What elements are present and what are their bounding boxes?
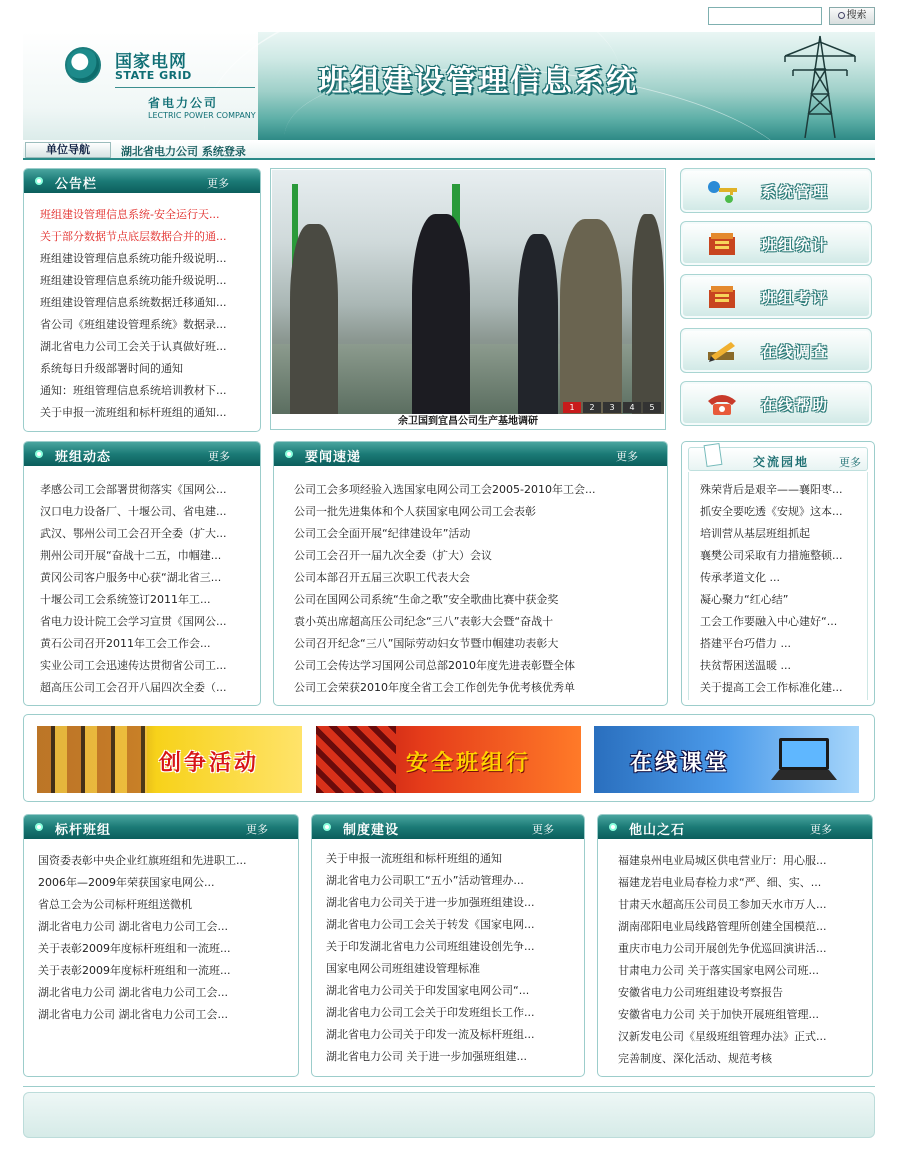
banner-online-class-label: 在线课堂 <box>630 751 731 776</box>
list-item[interactable]: 公司工会传达学习国网公司总部2010年度先进表彰暨全体 <box>294 659 575 672</box>
key-news-list <box>294 479 654 699</box>
policy-panel <box>311 814 585 1077</box>
list-item[interactable]: 班组建设管理信息系统功能升级说明... <box>40 252 227 265</box>
bullet-icon <box>35 823 43 831</box>
list-item[interactable]: 公司工会多项经验入选国家电网公司工会2005-2010年工会... <box>294 483 596 496</box>
list-item[interactable]: 关于表彰2009年度标杆班组和一流班... <box>38 964 231 977</box>
list-item[interactable]: 公司本部召开五届三次职工代表大会 <box>294 571 470 584</box>
power-tower-icon <box>775 34 865 138</box>
list-item[interactable]: 湖北省电力公司关于印发一流及标杆班组... <box>326 1028 535 1041</box>
menu-button-label: 班组统计 <box>761 236 830 254</box>
list-item[interactable]: 关于提高工会工作标准化建... <box>700 681 843 694</box>
policy-more-link[interactable]: 更多 <box>532 823 554 836</box>
menu-button-1[interactable] <box>680 168 872 213</box>
list-item[interactable]: 国资委表彰中央企业红旗班组和先进职工... <box>38 854 247 867</box>
breadcrumb[interactable]: 湖北省电力公司 系统登录 <box>121 145 246 158</box>
list-item[interactable]: 完善制度、深化活动、规范考核 <box>618 1052 772 1065</box>
list-item[interactable]: 福建龙岩电业局春检力求“严、细、实、... <box>618 876 822 889</box>
menu-button-label: 在线调查 <box>761 343 830 361</box>
team-news-panel <box>23 441 261 706</box>
list-item[interactable]: 搭建平台巧借力 ... <box>700 637 791 650</box>
menu-button-label: 在线帮助 <box>761 396 830 414</box>
list-item[interactable]: 汉新发电公司《星级班组管理办法》正式... <box>618 1030 827 1043</box>
slide-page-button[interactable]: 1 <box>563 402 581 413</box>
user-keys-icon <box>705 178 739 204</box>
other-stones-header <box>598 815 872 839</box>
benchmark-header <box>24 815 298 839</box>
list-item[interactable]: 实业公司工会迅速传达贯彻省公司工... <box>40 659 227 672</box>
list-item[interactable]: 省公司《班组建设管理系统》数据录... <box>40 318 227 331</box>
telephone-icon <box>705 391 739 417</box>
list-item[interactable]: 关于部分数据节点底层数据合并的通... <box>40 230 227 243</box>
list-item[interactable]: 省总工会为公司标杆班组送微机 <box>38 898 192 911</box>
notepad-icon <box>704 443 723 467</box>
list-item[interactable]: 系统每日升级部署时间的通知 <box>40 362 183 375</box>
bullet-icon <box>285 450 293 458</box>
notice-header <box>24 169 260 193</box>
list-item[interactable]: 袁小英出席超高压公司纪念“三八”表彰大会暨“奋战十 <box>294 615 554 628</box>
list-item[interactable]: 汉口电力设备厂、十堰公司、省电建... <box>40 505 227 518</box>
bullet-icon <box>323 823 331 831</box>
list-item[interactable]: 孝感公司工会部署贯彻落实《国网公... <box>40 483 227 496</box>
list-item[interactable]: 湖北省电力公司工会关于认真做好班... <box>40 340 227 353</box>
list-item[interactable]: 通知：班组管理信息系统培训教材下... <box>40 384 227 397</box>
list-item[interactable]: 关于表彰2009年度标杆班组和一流班... <box>38 942 231 955</box>
list-item[interactable]: 公司工会荣获2010年度全省工会工作创先争优考核优秀单 <box>294 681 575 694</box>
slide-page-button[interactable]: 3 <box>603 402 621 413</box>
list-item[interactable]: 抓安全要吃透《安规》这本... <box>700 505 843 518</box>
notice-title: 公告栏 <box>55 177 98 192</box>
binder-icon <box>705 231 739 257</box>
photo-slideshow <box>270 168 666 430</box>
other-stones-panel <box>597 814 873 1077</box>
banner-contest-label: 创争活动 <box>159 751 260 776</box>
notice-panel <box>23 168 261 432</box>
exchange-title: 交流园地 <box>753 455 810 469</box>
list-item[interactable]: 殊荣背后是艰辛——襄阳枣... <box>700 483 843 496</box>
pencil-icon <box>705 338 739 364</box>
list-item[interactable]: 培训营从基层班组抓起 <box>700 527 810 540</box>
list-item[interactable]: 2006年—2009年荣获国家电网公... <box>38 876 215 889</box>
menu-button-5[interactable] <box>680 381 872 426</box>
list-item[interactable]: 关于印发湖北省电力公司班组建设创先争... <box>326 940 535 953</box>
list-item[interactable]: 国家电网公司班组建设管理标准 <box>326 962 480 975</box>
banner-safety[interactable] <box>316 726 581 793</box>
list-item[interactable]: 公司工会召开一届九次全委（扩大）会议 <box>294 549 492 562</box>
list-item[interactable]: 公司召开纪念“三八”国际劳动妇女节暨巾帼建功表彰大 <box>294 637 559 650</box>
other-stones-list <box>618 850 858 1070</box>
list-item[interactable]: 工会工作要融入中心建好“... <box>700 615 838 628</box>
list-item[interactable]: 班组建设管理信息系统-安全运行天... <box>40 208 220 221</box>
site-header <box>23 32 875 140</box>
logo-en: STATE GRID <box>115 69 192 82</box>
list-item[interactable]: 甘肃电力公司 关于落实国家电网公司班... <box>618 964 819 977</box>
policy-title: 制度建设 <box>343 823 400 838</box>
list-item[interactable]: 湖北省电力公司 湖北省电力公司工会... <box>38 920 228 933</box>
list-item[interactable]: 湖北省电力公司 关于进一步加强班组建... <box>326 1050 527 1063</box>
benchmark-panel <box>23 814 299 1077</box>
state-grid-logo-icon <box>65 47 101 83</box>
benchmark-list <box>38 850 283 1026</box>
exchange-header <box>688 447 868 471</box>
slide-page-button[interactable]: 5 <box>643 402 661 413</box>
photo-caption[interactable]: 余卫国到宜昌公司生产基地调研 <box>398 416 538 427</box>
list-item[interactable]: 湖北省电力公司职工“五小”活动管理办... <box>326 874 524 887</box>
bullet-icon <box>609 823 617 831</box>
laptop-icon <box>769 736 839 782</box>
exchange-panel <box>681 441 875 706</box>
list-item[interactable]: 公司在国网公司系统“生命之歌”安全歌曲比赛中获金奖 <box>294 593 559 606</box>
other-stones-more-link[interactable]: 更多 <box>810 823 832 836</box>
list-item[interactable]: 湖北省电力公司关于进一步加强班组建设... <box>326 896 535 909</box>
list-item[interactable]: 湖南邵阳电业局线路管理所创建全国模范... <box>618 920 827 933</box>
search-bar <box>708 7 876 27</box>
slide-page-button[interactable]: 2 <box>583 402 601 413</box>
list-item[interactable]: 湖北省电力公司工会关于印发班组长工作... <box>326 1006 535 1019</box>
list-item[interactable]: 湖北省电力公司 湖北省电力公司工会... <box>38 986 228 999</box>
list-item[interactable]: 班组建设管理信息系统功能升级说明... <box>40 274 227 287</box>
key-news-more-link[interactable]: 更多 <box>616 450 638 463</box>
list-item[interactable]: 十堰公司工会系统签订2011年工... <box>40 593 211 606</box>
banner-strip <box>23 714 875 802</box>
search-input[interactable] <box>708 7 822 25</box>
banner-online-class[interactable] <box>594 726 859 793</box>
list-item[interactable]: 扶贫帮困送温暖 ... <box>700 659 791 672</box>
list-item[interactable]: 省电力设计院工会学习宣贯《国网公... <box>40 615 227 628</box>
team-news-header <box>24 442 260 466</box>
menu-button-2[interactable] <box>680 221 872 266</box>
binder-icon <box>705 284 739 310</box>
logo-cn: 国家电网 <box>115 52 187 72</box>
policy-list <box>326 848 571 1068</box>
list-item[interactable]: 凝心聚力“红心结” <box>700 593 789 606</box>
exchange-more-link[interactable]: 更多 <box>839 456 861 469</box>
team-news-title: 班组动态 <box>55 450 112 465</box>
search-button-label: 搜索 <box>846 10 867 21</box>
key-news-title: 要闻速递 <box>305 450 362 465</box>
menu-button-label: 班组考评 <box>761 289 830 307</box>
benchmark-title: 标杆班组 <box>55 823 112 838</box>
list-item[interactable]: 湖北省电力公司关于印发国家电网公司“... <box>326 984 530 997</box>
notice-more-link[interactable]: 更多 <box>207 177 229 190</box>
list-item[interactable]: 荆州公司开展“奋战十二五，巾帼建... <box>40 549 222 562</box>
other-stones-title: 他山之石 <box>629 823 686 838</box>
key-news-panel <box>273 441 668 706</box>
list-item[interactable]: 安徽省电力公司 关于加快开展班组管理... <box>618 1008 819 1021</box>
menu-button-4[interactable] <box>680 328 872 373</box>
company-en: LECTRIC POWER COMPANY <box>148 111 256 120</box>
list-item[interactable]: 超高压公司工会召开八届四次全委（... <box>40 681 227 694</box>
banner-safety-label: 安全班组行 <box>406 751 532 776</box>
search-icon <box>838 12 845 19</box>
team-news-list <box>40 479 245 699</box>
list-item[interactable]: 襄樊公司采取有力措施整顿... <box>700 549 843 562</box>
list-item[interactable]: 公司工会全面开展“纪律建设年”活动 <box>294 527 471 540</box>
list-item[interactable]: 关于申报一流班组和标杆班组的通知... <box>40 406 227 419</box>
policy-header <box>312 815 584 839</box>
list-item[interactable]: 黄石公司召开2011年工会工作会... <box>40 637 211 650</box>
list-item[interactable]: 湖北省电力公司工会关于转发《国家电网... <box>326 918 535 931</box>
nav-bar <box>23 141 875 160</box>
list-item[interactable]: 武汉、鄂州公司工会召开全委（扩大... <box>40 527 227 540</box>
notice-list <box>40 204 245 424</box>
menu-button-label: 系统管理 <box>761 183 830 201</box>
list-item[interactable]: 关于申报一流班组和标杆班组的通知 <box>326 852 502 865</box>
slideshow-pager <box>561 402 661 413</box>
list-item[interactable]: 公司一批先进集体和个人获国家电网公司工会表彰 <box>294 505 536 518</box>
search-button[interactable] <box>829 7 875 25</box>
menu-button-3[interactable] <box>680 274 872 319</box>
list-item[interactable]: 重庆市电力公司开展创先争优巡回演讲活... <box>618 942 827 955</box>
team-news-more-link[interactable]: 更多 <box>208 450 230 463</box>
key-news-header <box>274 442 667 466</box>
list-item[interactable]: 湖北省电力公司 湖北省电力公司工会... <box>38 1008 228 1021</box>
list-item[interactable]: 黄冈公司客户服务中心获“湖北省三... <box>40 571 222 584</box>
unit-nav-button[interactable]: 单位导航 <box>25 142 111 158</box>
list-item[interactable]: 传承孝道文化 ... <box>700 571 780 584</box>
news-photo[interactable] <box>272 170 664 414</box>
system-title: 班组建设管理信息系统 <box>318 64 638 99</box>
company-cn: 省电力公司 <box>148 96 219 110</box>
list-item[interactable]: 安徽省电力公司班组建设考察报告 <box>618 986 783 999</box>
banner-contest[interactable] <box>37 726 302 793</box>
list-item[interactable]: 班组建设管理信息系统数据迁移通知... <box>40 296 227 309</box>
exchange-list <box>700 479 852 699</box>
footer <box>23 1092 875 1138</box>
bullet-icon <box>35 177 43 185</box>
bullet-icon <box>35 450 43 458</box>
list-item[interactable]: 福建泉州电业局城区供电营业厅：用心服... <box>618 854 827 867</box>
slide-page-button[interactable]: 4 <box>623 402 641 413</box>
benchmark-more-link[interactable]: 更多 <box>246 823 268 836</box>
list-item[interactable]: 甘肃天水超高压公司员工参加天水市万人... <box>618 898 827 911</box>
